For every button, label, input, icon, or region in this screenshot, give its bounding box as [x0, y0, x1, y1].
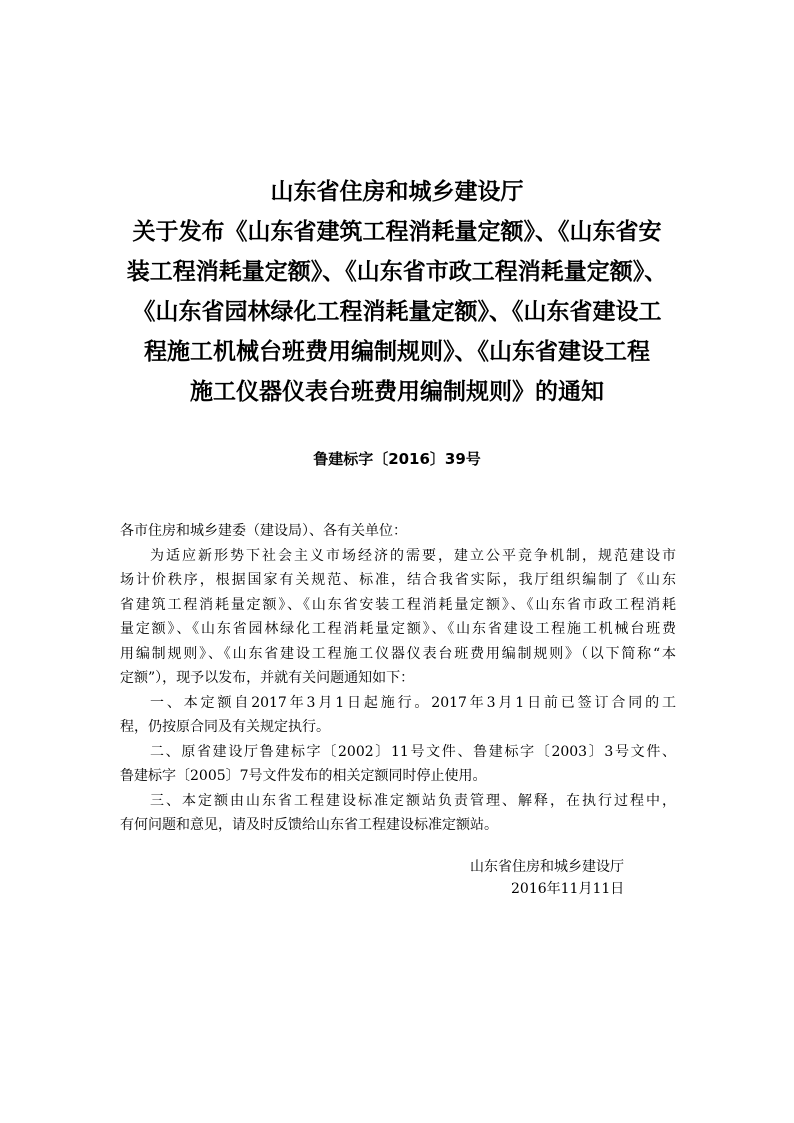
title-line-issuer: 山东省住房和城乡建设厅	[270, 179, 524, 205]
item-three-line: 有何问题和意见，请及时反馈给山东省工程建设标准定额站。	[120, 817, 498, 833]
body-line: 量定额》、《山东省园林绿化工程消耗量定额》、《山东省建设工程施工机械台班费	[120, 621, 676, 637]
item-one-line: 程，仍按原合同及有关规定执行。	[120, 719, 330, 735]
body-line: 定额”），现予以发布，并就有关问题通知如下：	[120, 670, 415, 686]
body-line: 为适应新形势下社会主义市场经济的需要，建立公平竞争机制，规范建设市	[150, 547, 676, 564]
document-number: 鲁建标字〔2016〕39号	[313, 450, 481, 468]
title-line: 《山东省园林绿化工程消耗量定额》、《山东省建设工	[132, 299, 662, 325]
item-one-line: 一、本定额自2017年3月1日起施行。2017年3月1日前已签订合同的工	[150, 694, 676, 711]
notice-title	[100, 172, 694, 412]
body-line: 用编制规则》、《山东省建设工程施工仪器仪表台班费用编制规则》（以下简称“本	[120, 645, 676, 662]
salutation: 各市住房和城乡建委（建设局）、各有关单位：	[120, 523, 407, 539]
title-line: 装工程消耗量定额》、《山东省市政工程消耗量定额》、	[126, 259, 668, 285]
item-three-line: 三、本定额由山东省工程建设标准定额站负责管理、解释，在执行过程中，	[150, 792, 676, 809]
title-line: 程施工机械台班费用编制规则》、《山东省建设工程	[144, 339, 650, 365]
item-two-line: 二、原省建设厅鲁建标字〔2002〕11号文件、鲁建标字〔2003〕3号文件、	[150, 743, 676, 760]
signature-block	[440, 856, 700, 900]
notice-body	[120, 519, 676, 838]
body-line: 省建筑工程消耗量定额》、《山东省安装工程消耗量定额》、《山东省市政工程消耗	[120, 596, 676, 613]
title-line: 施工仪器仪表台班费用编制规则》的通知	[190, 379, 604, 405]
signature-organization: 山东省住房和城乡建设厅	[470, 859, 624, 875]
title-line: 关于发布《山东省建筑工程消耗量定额》、《山东省安	[132, 219, 662, 245]
body-line: 场计价秩序，根据国家有关规范、标准，结合我省实际，我厅组织编制了《山东	[120, 572, 676, 588]
signature-date: 2016年11月11日	[511, 881, 625, 897]
item-two-line: 鲁建标字〔2005〕7号文件发布的相关定额同时停止使用。	[120, 768, 487, 784]
